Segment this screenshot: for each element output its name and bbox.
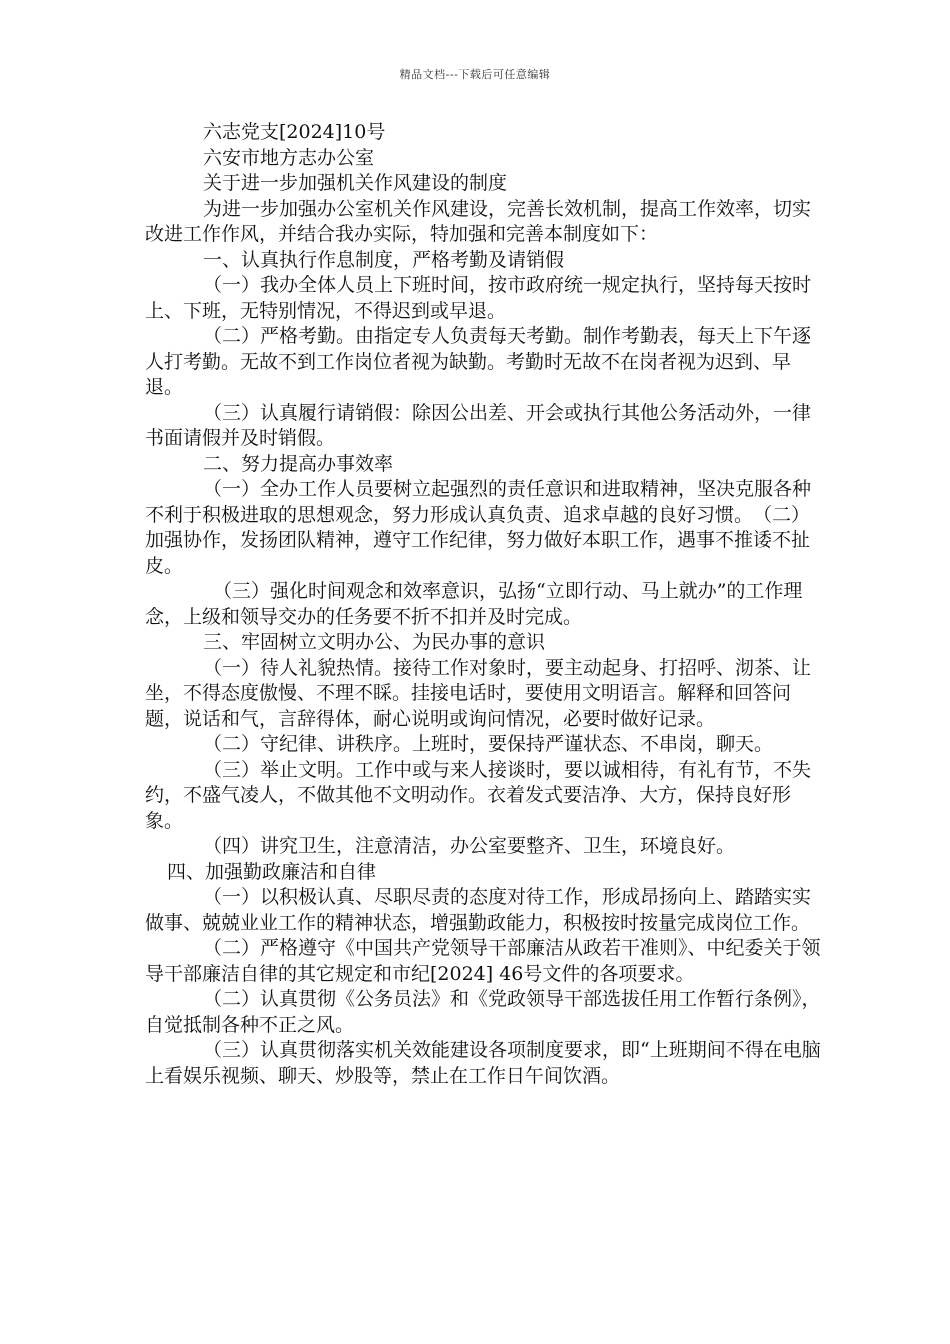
section-2-item-3: （三）强化时间观念和效率意识，弘扬“立即行动、马上就办”的工作理念，上级和领导交办的任务要不折不扣并及时完成。 [145, 580, 803, 628]
issuing-office: 六安市地方志办公室 [203, 146, 375, 169]
section-4-item-2: （二）严格遵守《中国共产党领导干部廉洁从政若干准则》、中纪委关于领导干部廉洁自律的其它规定和市纪[2024] 46号文件的各项要求。 [145, 937, 821, 985]
section-4-item-2b: （二）认真贯彻《公务员法》和《党政领导干部选拔任用工作暂行条例》，自觉抵制各种不正之风。 [145, 988, 821, 1036]
section-3-item-1: （一）待人礼貌热情。接待工作对象时，要主动起身、打招呼、沏茶、让坐，不得态度傲慢、不理不睬。挂接电话时，要使用文明语言。解释和回答问题，说话和气，言辞得体，耐心说明或询问情况，必要时做好记录。 [145, 656, 812, 730]
section-heading-3: 三、牢固树立文明办公、为民办事的意识 [203, 631, 546, 653]
section-3-item-3: （三）举止文明。工作中或与来人接谈时，要以诚相待，有礼有节，不失约，不盛气凌人，不做其他不文明动作。衣着发式要洁净、大方，保持良好形象。 [145, 758, 812, 832]
section-4-item-3: （三）认真贯彻落实机关效能建设各项制度要求，即“上班期间不得在电脑上看娱乐视频、聊天、炒股等，禁止在工作日午间饮酒。 [145, 1039, 821, 1087]
document-number: 六志党支[2024]10号 [203, 121, 386, 143]
section-1-item-2: （二）严格考勤。由指定专人负责每天考勤。制作考勤表，每天上下午逐人打考勤。无故不到工作岗位者视为缺勤。考勤时无故不在岗者视为迟到、早退。 [145, 325, 812, 398]
section-heading-4: 四、加强勤政廉洁和自律 [167, 860, 377, 883]
document-body [145, 120, 825, 1089]
intro-paragraph: 为进一步加强办公室机关作风建设，完善长效机制，提高工作效率，切实改进工作作风，并结合我办实际，特加强和完善本制度如下： [145, 197, 812, 245]
page-header-note: 精品文档---下载后可任意编辑 [399, 68, 551, 81]
section-1-item-1: （一）我办全体人员上下班时间，按市政府统一规定执行，坚持每天按时上、下班，无特别情况，不得迟到或早退。 [145, 274, 812, 322]
section-heading-2: 二、努力提高办事效率 [203, 452, 394, 475]
section-4-item-1: （一）以积极认真、尽职尽责的态度对待工作，形成昂扬向上、踏踏实实做事、兢兢业业工作的精神状态，增强勤政能力，积极按时按量完成岗位工作。 [145, 886, 812, 934]
section-3-item-2: （二）守纪律、讲秩序。上班时，要保持严谨状态、不串岗，聊天。 [203, 733, 774, 755]
section-3-item-4: （四）讲究卫生，注意清洁，办公室要整齐、卫生，环境良好。 [203, 835, 736, 857]
section-heading-1: 一、认真执行作息制度，严格考勤及请销假 [203, 248, 565, 271]
section-1-item-3: （三）认真履行请销假：除因公出差、开会或执行其他公务活动外，一律书面请假并及时销假。 [145, 401, 812, 449]
document-title: 关于进一步加强机关作风建设的制度 [203, 172, 508, 194]
section-2-item-1-2: （一）全办工作人员要树立起强烈的责任意识和进取精神，坚决克服各种不利于积极进取的思想观念，努力形成认真负责、追求卓越的良好习惯。 （二）加强协作，发扬团队精神，遵守工作纪律，努力做好本职工作，遇事不推诿不扯皮。 [145, 478, 812, 577]
